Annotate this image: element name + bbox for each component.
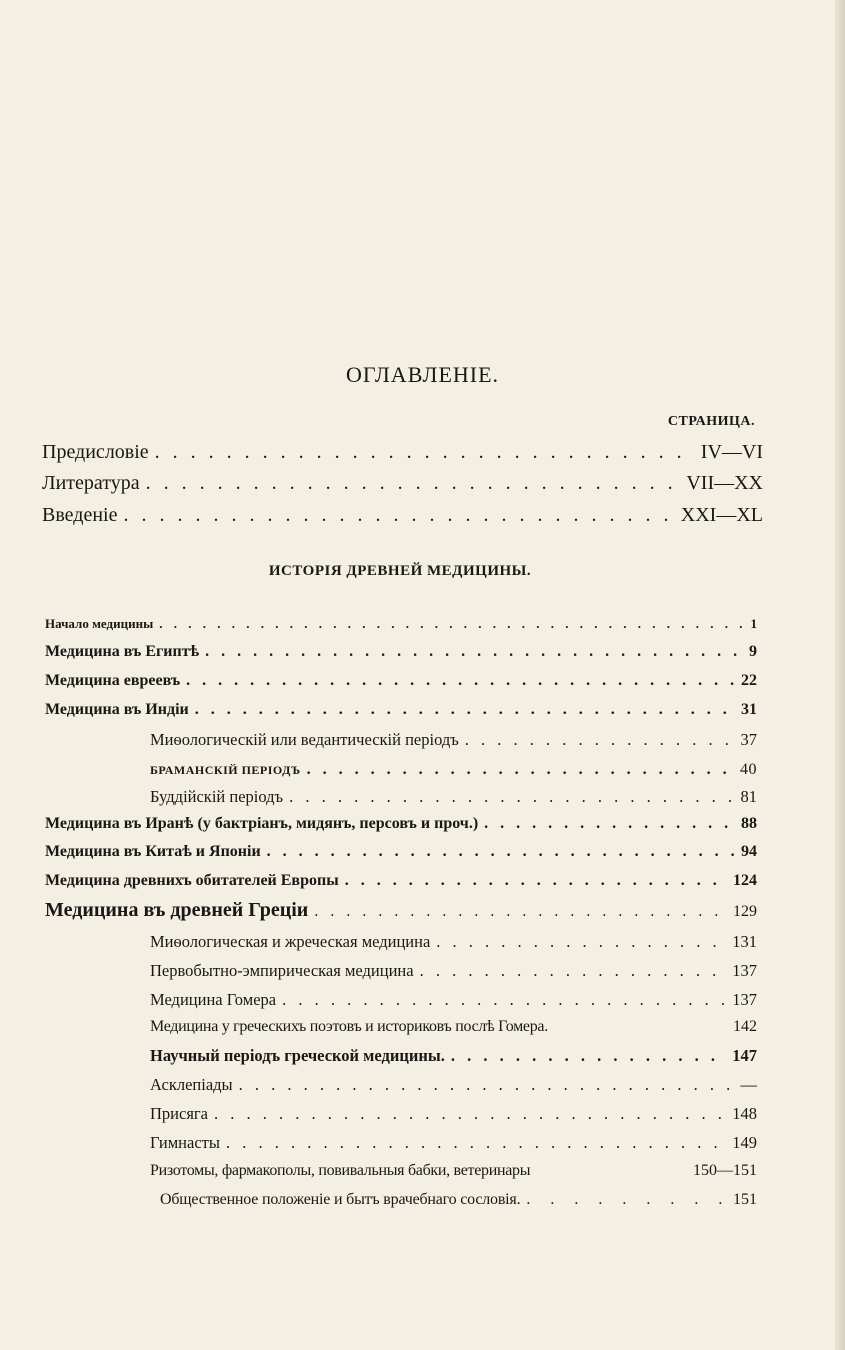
toc-label: Научный періодъ греческой медицины. bbox=[150, 1046, 445, 1065]
toc-page: 22 bbox=[741, 672, 757, 689]
section-title: ИСТОРІЯ ДРЕВНЕЙ МЕДИЦИНЫ. bbox=[268, 563, 532, 579]
dot-leader bbox=[289, 787, 734, 807]
dot-leader bbox=[451, 1046, 726, 1066]
toc-page: 151 bbox=[733, 1191, 757, 1208]
toc-page: 94 bbox=[741, 843, 757, 860]
toc-row bbox=[150, 787, 757, 807]
toc-page: 150—151 bbox=[693, 1162, 757, 1179]
dot-leader bbox=[526, 1191, 727, 1209]
toc-label: Литература bbox=[42, 472, 140, 494]
toc-row bbox=[150, 1018, 757, 1036]
toc-label: Присяга bbox=[150, 1104, 208, 1123]
toc-page: 142 bbox=[733, 1018, 757, 1035]
page-column-label: СТРАНИЦА. bbox=[667, 414, 755, 429]
toc-label: Медицина въ Иранѣ (у бактріанъ, мидянъ, персовъ и проч.) bbox=[45, 815, 479, 832]
toc-page: 124 bbox=[733, 872, 757, 889]
dot-leader bbox=[239, 1075, 735, 1095]
dot-leader bbox=[267, 843, 735, 861]
dot-leader bbox=[345, 872, 727, 890]
dot-leader bbox=[484, 815, 735, 833]
toc-label: Гимнасты bbox=[150, 1133, 220, 1152]
toc-page: 40 bbox=[740, 761, 757, 778]
dot-leader bbox=[214, 1104, 726, 1124]
dot-leader bbox=[420, 961, 727, 981]
toc-label: Первобытно-эмпирическая медицина bbox=[150, 961, 414, 980]
toc-label: Введеніе bbox=[42, 504, 118, 526]
dot-leader bbox=[282, 990, 726, 1010]
toc-page: 81 bbox=[740, 787, 757, 806]
toc-row bbox=[45, 872, 757, 890]
toc-page: 9 bbox=[749, 643, 757, 660]
toc-row bbox=[150, 990, 757, 1010]
toc-page: 31 bbox=[741, 701, 757, 718]
toc-label: Общественное положеніе и бытъ врачебнаго сословія. bbox=[160, 1191, 521, 1208]
page-title: ОГЛАВЛЕНІЕ. bbox=[345, 362, 500, 387]
dot-leader bbox=[314, 903, 727, 921]
toc-page: 149 bbox=[732, 1133, 757, 1152]
toc-label: Медицина у греческихъ поэтовъ и историковъ послѣ Гомера. bbox=[150, 1018, 548, 1035]
toc-page: 137 bbox=[732, 990, 757, 1009]
toc-label: Медицина древнихъ обитателей Европы bbox=[45, 872, 339, 889]
dot-leader bbox=[155, 441, 695, 464]
dot-leader bbox=[226, 1133, 726, 1153]
toc-row bbox=[150, 1046, 757, 1066]
toc-row bbox=[45, 643, 757, 661]
toc-page: 131 bbox=[732, 932, 757, 951]
dot-leader bbox=[186, 672, 735, 690]
toc-row bbox=[150, 730, 757, 750]
toc-label: Асклепіады bbox=[150, 1075, 233, 1094]
toc-page: IV—VI bbox=[700, 441, 763, 463]
toc-row bbox=[160, 1191, 757, 1209]
toc-row-preface bbox=[42, 441, 763, 464]
toc-label: Миѳологическая и жреческая медицина bbox=[150, 932, 431, 951]
toc-row bbox=[45, 899, 757, 922]
toc-page: 88 bbox=[741, 815, 757, 832]
toc-label: Начало медицины bbox=[45, 616, 154, 631]
dot-leader bbox=[465, 730, 735, 750]
dot-leader bbox=[159, 616, 744, 632]
toc-page: VII—XX bbox=[686, 472, 763, 494]
toc-label: Медицина въ Китаѣ и Японіи bbox=[45, 843, 261, 860]
dot-leader bbox=[436, 932, 726, 952]
toc-row bbox=[150, 1104, 757, 1124]
toc-page: 129 bbox=[733, 903, 757, 920]
toc-label: Медицина въ Египтѣ bbox=[45, 643, 200, 660]
toc-label: Медицина евреевъ bbox=[45, 672, 181, 689]
toc-row bbox=[45, 672, 757, 690]
toc-row bbox=[45, 843, 757, 861]
toc-label: Медицина въ Индіи bbox=[45, 701, 189, 718]
toc-row-literature bbox=[42, 472, 763, 495]
dot-leader bbox=[205, 643, 743, 661]
page-edge bbox=[835, 0, 845, 1350]
toc-row bbox=[45, 815, 757, 833]
toc-row bbox=[150, 1133, 757, 1153]
dot-leader bbox=[123, 504, 674, 527]
toc-row bbox=[150, 1075, 757, 1095]
toc-page: 148 bbox=[732, 1104, 757, 1123]
dot-leader bbox=[195, 701, 735, 719]
toc-page: 37 bbox=[740, 730, 757, 749]
toc-label: Буддійскій періодъ bbox=[150, 787, 284, 806]
dot-leader bbox=[307, 761, 734, 779]
toc-page: XXI—XL bbox=[680, 504, 763, 526]
toc-label: Медицина Гомера bbox=[150, 990, 277, 1009]
toc-row bbox=[45, 701, 757, 719]
toc-page: — bbox=[740, 1075, 757, 1094]
toc-label: Миѳологическій или ведантическій періодъ bbox=[150, 730, 459, 749]
toc-label: Ризотомы, фармакополы, повивальныя бабки, ветеринары bbox=[150, 1162, 531, 1179]
toc-row-introduction bbox=[42, 504, 763, 527]
toc-row bbox=[150, 961, 757, 981]
toc-row bbox=[150, 761, 757, 779]
toc-row bbox=[150, 1162, 757, 1180]
toc-row bbox=[150, 932, 757, 952]
toc-label: Медицина въ древней Греціи bbox=[45, 899, 309, 921]
toc-label: БРАМАНСКІЙ ПЕРІОДЪ bbox=[150, 763, 301, 777]
toc-label: Предисловіе bbox=[42, 441, 149, 463]
toc-page: 137 bbox=[732, 961, 757, 980]
toc-row bbox=[45, 616, 757, 632]
toc-page: 147 bbox=[732, 1046, 757, 1065]
toc-page: 1 bbox=[750, 616, 757, 631]
dot-leader bbox=[146, 472, 681, 495]
